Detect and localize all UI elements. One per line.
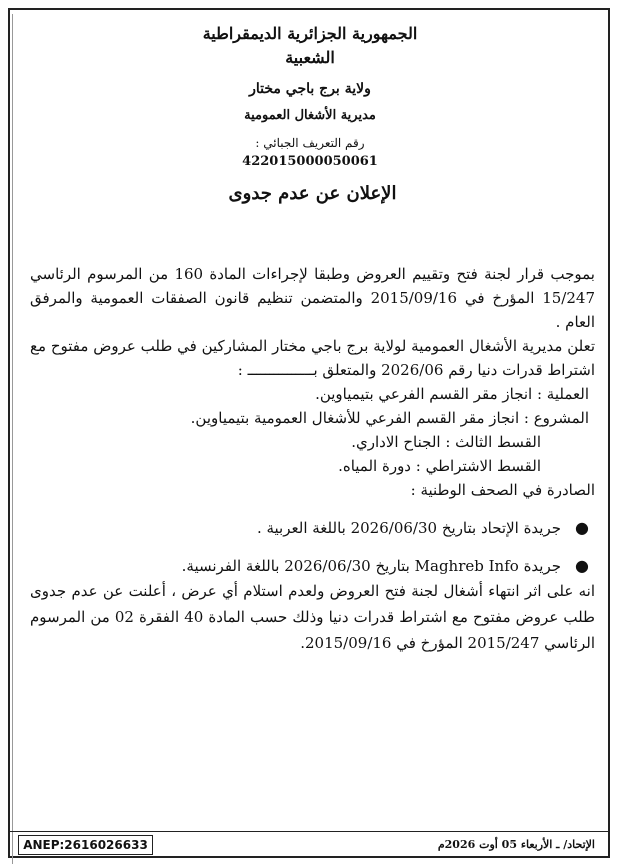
- newspaper-item: [30, 516, 595, 540]
- bullet-icon: ●: [575, 518, 589, 537]
- newspaper-item: [30, 554, 595, 578]
- newspaper-item-text: جريدة Maghreb Info بتاريخ 2026/06/30 باللغة الفرنسية.: [181, 557, 562, 575]
- tax-id-value: 422015000050061: [242, 154, 378, 169]
- wilaya-heading: ولاية برج باجي مختار: [249, 81, 371, 97]
- anep-reference: ANEP:2616026633: [18, 835, 153, 855]
- bullet-icon: ●: [575, 556, 589, 575]
- announcement-body: [30, 262, 595, 656]
- newspaper-item-text: جريدة الإتحاد بتاريخ 2026/06/30 باللغة العربية .: [256, 519, 562, 537]
- tax-id-line: [190, 134, 430, 171]
- tax-id-label: رقم التعريف الجبائي :: [255, 136, 365, 150]
- directorate-heading: مديرية الأشغال العمومية: [244, 108, 376, 123]
- document-header: [190, 22, 430, 171]
- project-line: المشروع : انجاز مقر القسم الفرعي للأشغال العمومية بتيمياوين.: [190, 409, 589, 427]
- newspapers-intro: الصادرة في الصحف الوطنية :: [410, 481, 595, 499]
- operation-line: العملية : انجاز مقر القسم الفرعي بتيمياوين.: [315, 385, 589, 403]
- paragraph-notice: تعلن مديرية الأشغال العمومية لولاية برج باجي مختار المشاركين في طلب عروض مفتوح مع اشتراط قدرات دنيا رقم 2026/06 والمتعلق بـــــــــــــــ :: [30, 337, 595, 379]
- republic-heading: الجمهورية الجزائرية الديمقراطية الشعبية: [202, 24, 418, 67]
- announcement-title: الإعلان عن عدم جدوى: [228, 183, 397, 204]
- footer-divider: [8, 831, 610, 832]
- paragraph-closing: انه على اثر انتهاء أشغال لجنة فتح العروض ولعدم استلام أي عرض ، أعلنت عن عدم جدوى طلب عروض مفتوح مع اشتراط قدرات دنيا وذلك حسب المادة 40 الفقرة 02 من المرسوم الرئاسي 2015/247 المؤرخ في 2015/09/16.: [30, 582, 595, 652]
- lot-optional-line: القسط الاشتراطي : دورة المياه.: [338, 457, 541, 475]
- paragraph-legal-basis: بموجب قرار لجنة فتح وتقييم العروض وطبقا لإجراءات المادة 160 من المرسوم الرئاسي 15/247 المؤرخ في 2015/09/16 والمتضمن تنظيم قانون الصفقات العمومية والمرفق العام .: [30, 265, 595, 331]
- newspaper-issue-line: الإتحاد/ ـ الأربعاء 05 أوت 2026م: [437, 838, 595, 851]
- lot-three-line: القسط الثالث : الجناح الاداري.: [351, 433, 541, 451]
